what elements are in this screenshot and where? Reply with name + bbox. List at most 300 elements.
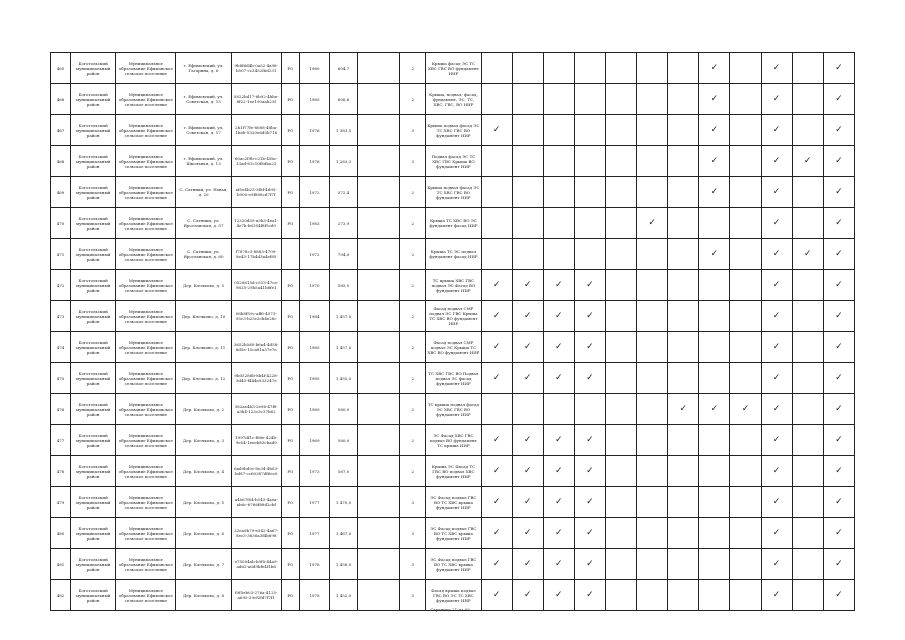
municipality-cell: Муниципальное образование Ефимовское сельское поселение <box>116 239 176 270</box>
check-mark-icon: ✓ <box>574 580 605 611</box>
district-cell: Боготольский муниципальный район <box>71 301 116 332</box>
municipality-cell: Муниципальное образование Ефимовское сельское поселение <box>116 394 176 425</box>
check-cell <box>605 363 636 394</box>
check-cell <box>730 518 761 549</box>
check-mark-icon: ✓ <box>823 239 854 270</box>
check-mark-icon: ✓ <box>823 332 854 363</box>
check-cell <box>730 53 761 84</box>
municipality-cell: Муниципальное образование Ефимовское сельское поселение <box>116 363 176 394</box>
check-cell <box>668 177 699 208</box>
check-cell <box>605 208 636 239</box>
blank-cell <box>358 487 400 518</box>
check-cell <box>605 177 636 208</box>
zone-cell: РО <box>281 456 299 487</box>
address-cell: Дер. Клочково, д. 3 <box>176 425 231 456</box>
works-cell: Крыша, подвал, фасад, фундамент, ЭС, ТС, ХВС, ГВС, ВО ИИР <box>426 84 481 115</box>
check-mark-icon: ✓ <box>481 425 512 456</box>
address-cell: г. Ефимовский, ул. Советская, д. 17 <box>176 115 231 146</box>
check-mark-icon: ✓ <box>823 394 854 425</box>
district-cell: Боготольский муниципальный район <box>71 394 116 425</box>
check-mark-icon: ✓ <box>574 518 605 549</box>
floors-cell: 2 <box>400 239 426 270</box>
year-cell: 1985 <box>299 332 329 363</box>
address-cell: Дер. Клочково, д. 7 <box>176 549 231 580</box>
check-mark-icon: ✓ <box>823 53 854 84</box>
table-row <box>51 115 855 146</box>
check-cell <box>512 208 543 239</box>
check-mark-icon: ✓ <box>761 549 792 580</box>
check-cell <box>512 115 543 146</box>
check-cell <box>792 425 823 456</box>
floors-cell: 2 <box>400 177 426 208</box>
area-cell: 580,0 <box>329 425 357 456</box>
table-row <box>51 425 855 456</box>
area-cell: 587,0 <box>329 456 357 487</box>
check-mark-icon: ✓ <box>481 549 512 580</box>
check-mark-icon: ✓ <box>574 301 605 332</box>
blank-cell <box>358 456 400 487</box>
row-number: 477 <box>51 425 71 456</box>
table-row <box>51 549 855 580</box>
check-cell <box>543 84 574 115</box>
floors-cell: 3 <box>400 115 426 146</box>
check-cell <box>730 363 761 394</box>
address-cell: г. Ефимовский, ул. Школьная, д. 13 <box>176 146 231 177</box>
check-cell <box>481 239 512 270</box>
check-cell <box>481 146 512 177</box>
year-cell: 1989 <box>299 394 329 425</box>
blank-cell <box>358 363 400 394</box>
check-cell <box>792 301 823 332</box>
area-cell: 1 457,0 <box>329 332 357 363</box>
check-cell <box>637 549 668 580</box>
floors-cell: 3 <box>400 518 426 549</box>
works-cell: Крыша подвал фасад ЭС ТС ХВС ГВС ВО фундамент ИИР <box>426 177 481 208</box>
check-cell <box>512 84 543 115</box>
district-cell: Боготольский муниципальный район <box>71 425 116 456</box>
check-cell <box>574 394 605 425</box>
check-mark-icon: ✓ <box>481 363 512 394</box>
check-cell <box>668 146 699 177</box>
check-mark-icon: ✓ <box>761 518 792 549</box>
check-cell <box>543 53 574 84</box>
check-mark-icon: ✓ <box>823 115 854 146</box>
housing-register-table <box>50 52 855 611</box>
check-mark-icon: ✓ <box>543 363 574 394</box>
address-cell: Дер. Клочково, д. 5 <box>176 487 231 518</box>
check-mark-icon: ✓ <box>574 425 605 456</box>
check-cell <box>668 301 699 332</box>
check-cell <box>637 363 668 394</box>
check-mark-icon: ✓ <box>574 270 605 301</box>
floors-cell: 2 <box>400 301 426 332</box>
check-mark-icon: ✓ <box>699 115 730 146</box>
check-cell <box>730 177 761 208</box>
blank-cell <box>358 146 400 177</box>
works-cell: Крыша подвал фасад ЭС ТС ХВС ГВС ВО фундамент ИИР <box>426 115 481 146</box>
guid-cell: 22ea9b79-e542-4a67-8ec3-3636a3f4b898 <box>231 518 281 549</box>
works-cell: ТС крыша подвал фасад ЭС ХВС ГВС ВО фундамент ИИР <box>426 394 481 425</box>
check-mark-icon: ✓ <box>761 270 792 301</box>
check-cell <box>605 332 636 363</box>
check-cell <box>668 332 699 363</box>
check-cell <box>730 84 761 115</box>
year-cell: 1978 <box>299 146 329 177</box>
works-cell: Крыша ЭС Фасад ТС ГВС ВО подвал ХВС фундамент ИИР <box>426 456 481 487</box>
blank-cell <box>358 53 400 84</box>
row-number: 473 <box>51 301 71 332</box>
row-number: 471 <box>51 239 71 270</box>
check-cell <box>605 518 636 549</box>
area-cell: 1 383,5 <box>329 115 357 146</box>
check-mark-icon: ✓ <box>512 549 543 580</box>
guid-cell: 1997df1c-f68e-424b-9e54-1eeeb83cbad9 <box>231 425 281 456</box>
guid-cell: 9b05286b-8b4f-4228-3d40-f444e933247e <box>231 363 281 394</box>
address-cell: С. Сатники, ул. Новая, д. 20 <box>176 177 231 208</box>
table-row <box>51 208 855 239</box>
year-cell: 1977 <box>299 487 329 518</box>
row-number: 475 <box>51 363 71 394</box>
row-number: 481 <box>51 549 71 580</box>
check-mark-icon: ✓ <box>699 394 730 425</box>
table-row <box>51 239 855 270</box>
district-cell: Боготольский муниципальный район <box>71 580 116 611</box>
check-cell <box>481 394 512 425</box>
check-cell <box>668 208 699 239</box>
check-cell <box>668 53 699 84</box>
table-row <box>51 84 855 115</box>
district-cell: Боготольский муниципальный район <box>71 146 116 177</box>
check-mark-icon: ✓ <box>761 53 792 84</box>
works-cell: Фасад подвал СМР подвал ЭС Крыша ТС ХВС ВО фундамент ИИР <box>426 332 481 363</box>
guid-cell: f9f5eb03-276a-4125-a695-29cf2fd7f7f1 <box>231 580 281 611</box>
district-cell: Боготольский муниципальный район <box>71 208 116 239</box>
zone-cell: РО <box>281 332 299 363</box>
check-mark-icon: ✓ <box>761 332 792 363</box>
check-cell <box>481 208 512 239</box>
check-cell <box>481 84 512 115</box>
check-mark-icon: ✓ <box>823 84 854 115</box>
municipality-cell: Муниципальное образование Ефимовское сельское поселение <box>116 146 176 177</box>
blank-cell <box>358 239 400 270</box>
year-cell: 1985 <box>299 84 329 115</box>
address-cell: Дер. Клочково, д. 4 <box>176 456 231 487</box>
check-mark-icon: ✓ <box>823 301 854 332</box>
check-cell <box>637 425 668 456</box>
district-cell: Боготольский муниципальный район <box>71 270 116 301</box>
check-cell <box>512 53 543 84</box>
check-cell <box>512 394 543 425</box>
table-row <box>51 363 855 394</box>
works-cell: ЭС Фасад подвал ГВС ВО ТС ХВС крыша фундамент ИИР <box>426 518 481 549</box>
check-cell <box>637 53 668 84</box>
district-cell: Боготольский муниципальный район <box>71 549 116 580</box>
zone-cell: РО <box>281 518 299 549</box>
check-cell <box>512 239 543 270</box>
check-mark-icon: ✓ <box>761 146 792 177</box>
check-cell <box>605 580 636 611</box>
check-cell <box>605 53 636 84</box>
address-cell: С. Сатники, ул. Ярославская, д. 57 <box>176 208 231 239</box>
check-cell <box>668 239 699 270</box>
guid-cell: 12320d59-a9b3-4ea1-4e7b-b6354f8f5cd9 <box>231 208 281 239</box>
check-mark-icon: ✓ <box>761 456 792 487</box>
check-mark-icon: ✓ <box>543 487 574 518</box>
check-cell <box>730 208 761 239</box>
row-number: 472 <box>51 270 71 301</box>
area-cell: 794,0 <box>329 239 357 270</box>
municipality-cell: Муниципальное образование Ефимовское сельское поселение <box>116 487 176 518</box>
check-mark-icon: ✓ <box>761 239 792 270</box>
check-cell <box>792 208 823 239</box>
check-mark-icon: ✓ <box>574 549 605 580</box>
year-cell: 1970 <box>299 270 329 301</box>
works-cell: ЭС Фасад ХВС ГВС подвал ВО фундамент ТС крыша ИИР <box>426 425 481 456</box>
check-mark-icon: ✓ <box>761 115 792 146</box>
works-cell: ЭС Фасад подвал ГВС ВО ТС ХВС крыша фундамент ИИР <box>426 487 481 518</box>
year-cell: 1984 <box>299 301 329 332</box>
check-mark-icon: ✓ <box>481 518 512 549</box>
guid-cell: 06b8f59c-aff6-4573-95c3-b25c2cb4e28c <box>231 301 281 332</box>
zone-cell: РО <box>281 549 299 580</box>
check-mark-icon: ✓ <box>574 487 605 518</box>
table-row <box>51 580 855 611</box>
check-cell <box>792 518 823 549</box>
row-number: 467 <box>51 115 71 146</box>
works-cell: ТС крыша ХВС ГВС подвал ЭС Фасад ВО фундамент ИИР <box>426 270 481 301</box>
district-cell: Боготольский муниципальный район <box>71 518 116 549</box>
check-cell <box>668 580 699 611</box>
check-mark-icon: ✓ <box>512 270 543 301</box>
check-cell <box>543 115 574 146</box>
check-mark-icon: ✓ <box>543 270 574 301</box>
area-cell: 585,0 <box>329 270 357 301</box>
address-cell: г. Ефимовский, ул. Советская, д. 13 <box>176 84 231 115</box>
zone-cell: РО <box>281 580 299 611</box>
check-cell <box>699 301 730 332</box>
blank-cell <box>358 301 400 332</box>
area-cell: 273,9 <box>329 208 357 239</box>
row-number: 468 <box>51 146 71 177</box>
check-cell <box>637 332 668 363</box>
blank-cell <box>358 208 400 239</box>
district-cell: Боготольский муниципальный район <box>71 332 116 363</box>
check-cell <box>637 301 668 332</box>
check-mark-icon: ✓ <box>543 301 574 332</box>
check-mark-icon: ✓ <box>574 363 605 394</box>
area-cell: 1 283,3 <box>329 146 357 177</box>
district-cell: Боготольский муниципальный район <box>71 115 116 146</box>
check-mark-icon: ✓ <box>761 301 792 332</box>
check-cell <box>668 270 699 301</box>
guid-cell: e75004ab-b9f5-44a9-ad62-a6d9bfe4f1b6 <box>231 549 281 580</box>
check-cell <box>481 177 512 208</box>
check-cell <box>512 146 543 177</box>
check-mark-icon: ✓ <box>823 208 854 239</box>
check-mark-icon: ✓ <box>761 425 792 456</box>
check-cell <box>605 146 636 177</box>
zone-cell: РО <box>281 425 299 456</box>
municipality-cell: Муниципальное образование Ефимовское сельское поселение <box>116 84 176 115</box>
municipality-cell: Муниципальное образование Ефимовское сельское поселение <box>116 518 176 549</box>
floors-cell: 2 <box>400 394 426 425</box>
page-footer: Страница 21 из 69 <box>430 607 470 612</box>
check-mark-icon: ✓ <box>637 208 668 239</box>
check-cell <box>637 146 668 177</box>
check-mark-icon: ✓ <box>761 363 792 394</box>
check-cell <box>792 53 823 84</box>
check-cell <box>699 549 730 580</box>
check-mark-icon: ✓ <box>761 177 792 208</box>
check-mark-icon: ✓ <box>823 146 854 177</box>
zone-cell: РО <box>281 208 299 239</box>
address-cell: С. Сатники, ул. Ярославская, д. 60 <box>176 239 231 270</box>
address-cell: Дер. Клочково, д. 8 <box>176 580 231 611</box>
municipality-cell: Муниципальное образование Ефимовское сельское поселение <box>116 425 176 456</box>
guid-cell: 9b8f6d4b-0a52-4a98-b507-cc3452f6d231 <box>231 53 281 84</box>
floors-cell: 2 <box>400 270 426 301</box>
row-number: 479 <box>51 487 71 518</box>
check-cell <box>792 394 823 425</box>
check-cell <box>699 332 730 363</box>
zone-cell: РО <box>281 115 299 146</box>
register-rows <box>51 53 855 611</box>
check-mark-icon: ✓ <box>699 53 730 84</box>
row-number: 478 <box>51 456 71 487</box>
address-cell: Дер. Клочково, д. 2 <box>176 394 231 425</box>
zone-cell <box>281 239 299 270</box>
check-cell <box>792 177 823 208</box>
table-row <box>51 394 855 425</box>
check-cell <box>730 549 761 580</box>
check-cell <box>574 208 605 239</box>
guid-cell: 6ad9bd9c-8e34-4b03-bd87-cc60387df6ec0 <box>231 456 281 487</box>
municipality-cell: Муниципальное образование Ефимовское сельское поселение <box>116 580 176 611</box>
check-mark-icon: ✓ <box>761 394 792 425</box>
check-mark-icon: ✓ <box>792 146 823 177</box>
area-cell: 604,7 <box>329 53 357 84</box>
check-cell <box>699 208 730 239</box>
guid-cell: 3652b5d0-b6a4-4d58-8d5e-15ca81a37e7e <box>231 332 281 363</box>
blank-cell <box>358 425 400 456</box>
municipality-cell: Муниципальное образование Ефимовское сельское поселение <box>116 177 176 208</box>
row-number: 465 <box>51 53 71 84</box>
check-mark-icon: ✓ <box>699 146 730 177</box>
check-mark-icon: ✓ <box>761 84 792 115</box>
check-cell <box>668 518 699 549</box>
district-cell: Боготольский муниципальный район <box>71 456 116 487</box>
blank-cell <box>358 84 400 115</box>
check-cell <box>605 456 636 487</box>
check-cell <box>668 425 699 456</box>
check-cell <box>605 394 636 425</box>
guid-cell: f7878c3-8883-4709-8e43-17b4d3a4ef85 <box>231 239 281 270</box>
area-cell: 1 452,0 <box>329 580 357 611</box>
check-cell <box>792 332 823 363</box>
register-sheet <box>50 52 855 611</box>
table-row <box>51 301 855 332</box>
year-cell: 1980 <box>299 53 329 84</box>
year-cell: 1978 <box>299 549 329 580</box>
floors-cell: 3 <box>400 146 426 177</box>
check-mark-icon: ✓ <box>543 425 574 456</box>
area-cell: 1 457,0 <box>329 301 357 332</box>
municipality-cell: Муниципальное образование Ефимовское сельское поселение <box>116 115 176 146</box>
blank-cell <box>358 177 400 208</box>
floors-cell: 2 <box>400 53 426 84</box>
check-cell <box>574 53 605 84</box>
check-mark-icon: ✓ <box>823 270 854 301</box>
municipality-cell: Муниципальное образование Ефимовское сельское поселение <box>116 53 176 84</box>
table-row <box>51 146 855 177</box>
check-cell <box>730 487 761 518</box>
zone-cell: РО <box>281 177 299 208</box>
municipality-cell: Муниципальное образование Ефимовское сельское поселение <box>116 456 176 487</box>
year-cell: 1985 <box>299 363 329 394</box>
check-cell <box>605 239 636 270</box>
check-cell <box>699 487 730 518</box>
district-cell: Боготольский муниципальный район <box>71 84 116 115</box>
check-cell <box>605 115 636 146</box>
check-cell <box>543 146 574 177</box>
table-row <box>51 270 855 301</box>
check-cell <box>792 456 823 487</box>
area-cell: 572,4 <box>329 177 357 208</box>
area-cell: 1 470,0 <box>329 487 357 518</box>
works-cell: Фасад подвал СМР подвал ЭС ГВС Крыша ТС ХВС ВО фундамент ИИР <box>426 301 481 332</box>
check-cell <box>699 270 730 301</box>
district-cell: Боготольский муниципальный район <box>71 239 116 270</box>
works-cell: ТС ХВС ГВС ВО Подвал подвал ЭС фасад фундамент ИИР <box>426 363 481 394</box>
check-mark-icon: ✓ <box>823 518 854 549</box>
check-mark-icon: ✓ <box>761 487 792 518</box>
blank-cell <box>358 270 400 301</box>
address-cell: Дер. Клочково, д. 5 <box>176 270 231 301</box>
year-cell: 1978 <box>299 580 329 611</box>
check-cell <box>792 580 823 611</box>
floors-cell: 3 <box>400 549 426 580</box>
guid-cell: a4067f04-b145-4aea-ab6c-6766f88d2cbf <box>231 487 281 518</box>
check-mark-icon: ✓ <box>823 487 854 518</box>
blank-cell <box>358 580 400 611</box>
blank-cell <box>358 549 400 580</box>
zone-cell: РО <box>281 270 299 301</box>
guid-cell: 60ac2f9b-c21b-45bc-13ad-61c10f8dba23 <box>231 146 281 177</box>
check-cell <box>605 270 636 301</box>
check-mark-icon: ✓ <box>512 363 543 394</box>
check-cell <box>574 177 605 208</box>
check-cell <box>668 456 699 487</box>
table-row <box>51 177 855 208</box>
check-mark-icon: ✓ <box>481 270 512 301</box>
district-cell: Боготольский муниципальный район <box>71 363 116 394</box>
row-number: 476 <box>51 394 71 425</box>
year-cell: 1977 <box>299 518 329 549</box>
row-number: 480 <box>51 518 71 549</box>
guid-cell: 382ae4b3-2e96-47f8-a3b4-123c3c37b62 <box>231 394 281 425</box>
check-cell <box>699 580 730 611</box>
area-cell: 606,6 <box>329 84 357 115</box>
floors-cell: 2 <box>400 425 426 456</box>
works-cell: Крыша ТС ЭС подвал фундамент фасад ИИР <box>426 239 481 270</box>
check-cell <box>605 84 636 115</box>
check-mark-icon: ✓ <box>730 394 761 425</box>
address-cell: Дер. Клочково, д. 12 <box>176 363 231 394</box>
table-row <box>51 487 855 518</box>
municipality-cell: Муниципальное образование Ефимовское сельское поселение <box>116 301 176 332</box>
zone-cell: РО <box>281 487 299 518</box>
check-mark-icon: ✓ <box>481 115 512 146</box>
